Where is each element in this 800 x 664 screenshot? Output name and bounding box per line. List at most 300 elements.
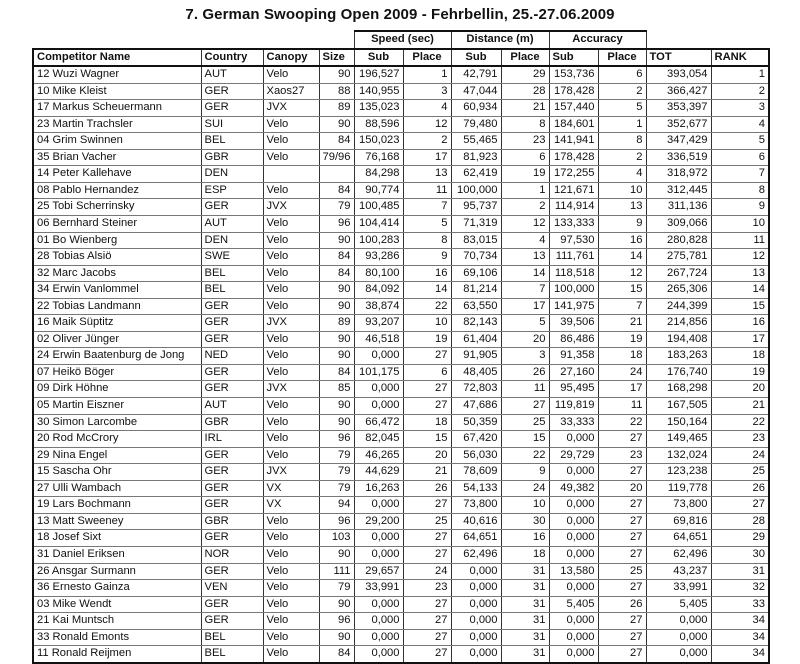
cell-accuracy-place: 15 [598,282,646,299]
cell-canopy: Velo [263,348,319,365]
table-row [33,149,769,166]
cell-distance-sub: 47,686 [451,398,501,415]
cell-size: 84 [319,249,354,266]
cell-accuracy-place: 4 [598,166,646,183]
table-row [33,464,769,481]
cell-competitor-name: 19 Lars Bochmann [33,497,201,514]
table-row [33,530,769,547]
table-row [33,232,769,249]
cell-accuracy-place: 26 [598,596,646,613]
cell-competitor-name: 11 Ronald Reijmen [33,646,201,663]
col-header-acc-place: Place [598,49,646,67]
table-row [33,133,769,150]
cell-distance-place: 31 [501,580,549,597]
table-row [33,315,769,332]
cell-size: 90 [319,596,354,613]
cell-canopy: JVX [263,464,319,481]
table-row [33,348,769,365]
cell-total: 0,000 [646,646,711,663]
cell-country: SWE [201,249,263,266]
cell-canopy: JVX [263,199,319,216]
cell-distance-place: 20 [501,331,549,348]
cell-country: BEL [201,265,263,282]
cell-accuracy-place: 13 [598,199,646,216]
cell-speed-place: 15 [403,431,451,448]
cell-canopy: Velo [263,414,319,431]
cell-total: 393,054 [646,66,711,83]
cell-rank: 10 [711,216,769,233]
cell-competitor-name: 07 Heikö Böger [33,364,201,381]
cell-rank: 33 [711,596,769,613]
col-header-acc-sub: Sub [549,49,598,67]
cell-speed-place: 9 [403,249,451,266]
cell-speed-place: 12 [403,116,451,133]
cell-accuracy-place: 27 [598,613,646,630]
cell-country: GBR [201,149,263,166]
cell-competitor-name: 24 Erwin Baatenburg de Jong [33,348,201,365]
group-header-spacer-right [646,31,769,49]
cell-country: GER [201,199,263,216]
cell-speed-place: 27 [403,546,451,563]
cell-size: 96 [319,216,354,233]
cell-country: AUT [201,216,263,233]
cell-speed-place: 1 [403,66,451,83]
cell-speed-place: 24 [403,563,451,580]
column-header-row [33,49,769,67]
cell-size: 79 [319,447,354,464]
cell-competitor-name: 08 Pablo Hernandez [33,182,201,199]
table-row [33,331,769,348]
cell-total: 265,306 [646,282,711,299]
cell-speed-place: 5 [403,216,451,233]
cell-size: 79/96 [319,149,354,166]
cell-size: 90 [319,331,354,348]
cell-accuracy-place: 27 [598,546,646,563]
cell-accuracy-sub: 27,160 [549,364,598,381]
cell-speed-place: 14 [403,282,451,299]
cell-accuracy-sub: 49,382 [549,480,598,497]
cell-distance-place: 26 [501,364,549,381]
group-header-row [33,31,769,49]
group-header-accuracy: Accuracy [549,31,646,49]
cell-total: 183,263 [646,348,711,365]
cell-speed-place: 16 [403,265,451,282]
cell-accuracy-place: 8 [598,133,646,150]
cell-distance-place: 15 [501,431,549,448]
cell-competitor-name: 31 Daniel Eriksen [33,546,201,563]
cell-distance-place: 14 [501,265,549,282]
cell-speed-place: 19 [403,331,451,348]
cell-total: 69,816 [646,513,711,530]
cell-canopy: Velo [263,216,319,233]
cell-accuracy-place: 2 [598,149,646,166]
cell-speed-place: 27 [403,530,451,547]
cell-distance-place: 24 [501,480,549,497]
cell-country: IRL [201,431,263,448]
cell-distance-place: 31 [501,629,549,646]
cell-accuracy-place: 17 [598,381,646,398]
cell-size: 90 [319,414,354,431]
cell-rank: 21 [711,398,769,415]
cell-total: 150,164 [646,414,711,431]
cell-rank: 14 [711,282,769,299]
cell-total: 353,397 [646,100,711,117]
cell-canopy: Velo [263,66,319,83]
cell-distance-sub: 55,465 [451,133,501,150]
cell-competitor-name: 17 Markus Scheuermann [33,100,201,117]
table-row [33,513,769,530]
cell-distance-sub: 81,214 [451,282,501,299]
cell-distance-sub: 81,923 [451,149,501,166]
col-header-tot: TOT [646,49,711,67]
col-header-country: Country [201,49,263,67]
document-title: 7. German Swooping Open 2009 - Fehrbellin, 25.-27.06.2009 [185,6,615,23]
cell-size: 84 [319,364,354,381]
cell-size: 96 [319,613,354,630]
cell-canopy: JVX [263,315,319,332]
cell-distance-place: 10 [501,497,549,514]
table-row [33,629,769,646]
cell-speed-sub: 100,283 [354,232,403,249]
cell-country: GER [201,596,263,613]
cell-accuracy-sub: 153,736 [549,66,598,83]
cell-canopy: Velo [263,364,319,381]
cell-competitor-name: 36 Ernesto Gainza [33,580,201,597]
cell-distance-sub: 47,044 [451,83,501,100]
cell-distance-sub: 48,405 [451,364,501,381]
cell-distance-place: 18 [501,546,549,563]
cell-speed-place: 10 [403,315,451,332]
table-row [33,596,769,613]
cell-total: 73,800 [646,497,711,514]
cell-distance-sub: 83,015 [451,232,501,249]
cell-competitor-name: 34 Erwin Vanlommel [33,282,201,299]
cell-total: 318,972 [646,166,711,183]
cell-rank: 4 [711,116,769,133]
cell-country: BEL [201,133,263,150]
cell-speed-place: 26 [403,480,451,497]
cell-size: 89 [319,315,354,332]
cell-distance-place: 2 [501,199,549,216]
cell-country: BEL [201,629,263,646]
cell-speed-sub: 100,485 [354,199,403,216]
cell-total: 43,237 [646,563,711,580]
cell-distance-place: 28 [501,83,549,100]
cell-accuracy-sub: 0,000 [549,513,598,530]
cell-speed-place: 17 [403,149,451,166]
table-row [33,216,769,233]
cell-accuracy-place: 27 [598,629,646,646]
cell-competitor-name: 01 Bo Wienberg [33,232,201,249]
cell-rank: 34 [711,629,769,646]
cell-accuracy-sub: 0,000 [549,497,598,514]
cell-distance-place: 3 [501,348,549,365]
cell-speed-sub: 46,518 [354,331,403,348]
cell-rank: 23 [711,431,769,448]
table-row [33,166,769,183]
cell-canopy: Velo [263,513,319,530]
cell-speed-sub: 76,168 [354,149,403,166]
cell-accuracy-sub: 178,428 [549,149,598,166]
cell-country: GER [201,563,263,580]
cell-competitor-name: 27 Ulli Wambach [33,480,201,497]
cell-accuracy-place: 6 [598,66,646,83]
table-row [33,364,769,381]
cell-distance-sub: 95,737 [451,199,501,216]
cell-distance-place: 7 [501,282,549,299]
results-table [32,30,770,664]
cell-competitor-name: 09 Dirk Höhne [33,381,201,398]
cell-canopy: Velo [263,149,319,166]
col-header-canopy: Canopy [263,49,319,67]
cell-total: 267,724 [646,265,711,282]
cell-accuracy-sub: 97,530 [549,232,598,249]
cell-speed-sub: 84,092 [354,282,403,299]
cell-size: 84 [319,133,354,150]
cell-country: BEL [201,282,263,299]
table-row [33,580,769,597]
cell-rank: 15 [711,298,769,315]
cell-canopy: Velo [263,596,319,613]
cell-accuracy-place: 25 [598,563,646,580]
cell-distance-place: 1 [501,182,549,199]
cell-distance-sub: 69,106 [451,265,501,282]
cell-accuracy-sub: 39,506 [549,315,598,332]
cell-distance-sub: 62,419 [451,166,501,183]
cell-speed-sub: 0,000 [354,629,403,646]
cell-distance-sub: 54,133 [451,480,501,497]
cell-competitor-name: 10 Mike Kleist [33,83,201,100]
cell-accuracy-place: 23 [598,447,646,464]
cell-size [319,166,354,183]
table-row [33,398,769,415]
cell-canopy: JVX [263,381,319,398]
cell-accuracy-place: 27 [598,513,646,530]
cell-total: 311,136 [646,199,711,216]
cell-speed-sub: 33,991 [354,580,403,597]
cell-canopy: Velo [263,298,319,315]
cell-competitor-name: 15 Sascha Ohr [33,464,201,481]
cell-distance-place: 22 [501,447,549,464]
cell-distance-place: 19 [501,166,549,183]
cell-country: GER [201,298,263,315]
group-header-distance: Distance (m) [451,31,549,49]
cell-distance-place: 9 [501,464,549,481]
cell-accuracy-place: 19 [598,331,646,348]
cell-competitor-name: 03 Mike Wendt [33,596,201,613]
cell-total: 176,740 [646,364,711,381]
cell-canopy: Velo [263,646,319,663]
cell-accuracy-place: 7 [598,298,646,315]
cell-accuracy-place: 27 [598,530,646,547]
cell-total: 0,000 [646,629,711,646]
cell-accuracy-sub: 33,333 [549,414,598,431]
cell-total: 275,781 [646,249,711,266]
cell-canopy: Velo [263,447,319,464]
cell-canopy: Velo [263,629,319,646]
cell-speed-place: 3 [403,83,451,100]
cell-size: 90 [319,398,354,415]
cell-competitor-name: 28 Tobias Alsiö [33,249,201,266]
cell-distance-sub: 64,651 [451,530,501,547]
cell-total: 5,405 [646,596,711,613]
cell-distance-sub: 56,030 [451,447,501,464]
cell-competitor-name: 16 Maik Süptitz [33,315,201,332]
cell-canopy: Velo [263,265,319,282]
cell-canopy: Velo [263,546,319,563]
cell-accuracy-sub: 121,671 [549,182,598,199]
cell-speed-sub: 0,000 [354,530,403,547]
cell-accuracy-place: 18 [598,348,646,365]
cell-country: GER [201,497,263,514]
cell-speed-sub: 66,472 [354,414,403,431]
cell-speed-sub: 90,774 [354,182,403,199]
cell-rank: 34 [711,613,769,630]
table-row [33,497,769,514]
cell-canopy: Velo [263,563,319,580]
cell-accuracy-sub: 141,975 [549,298,598,315]
cell-canopy: Velo [263,530,319,547]
table-row [33,546,769,563]
cell-size: 111 [319,563,354,580]
cell-competitor-name: 25 Tobi Scherrinsky [33,199,201,216]
cell-size: 96 [319,431,354,448]
cell-rank: 29 [711,530,769,547]
cell-canopy: VX [263,480,319,497]
cell-total: 33,991 [646,580,711,597]
cell-rank: 31 [711,563,769,580]
cell-rank: 11 [711,232,769,249]
cell-accuracy-place: 27 [598,431,646,448]
cell-accuracy-sub: 0,000 [549,464,598,481]
cell-distance-place: 27 [501,398,549,415]
cell-distance-place: 25 [501,414,549,431]
table-row [33,480,769,497]
cell-distance-place: 12 [501,216,549,233]
cell-accuracy-sub: 100,000 [549,282,598,299]
group-header-speed: Speed (sec) [354,31,451,49]
cell-accuracy-sub: 118,518 [549,265,598,282]
table-row [33,199,769,216]
cell-size: 94 [319,497,354,514]
cell-accuracy-sub: 13,580 [549,563,598,580]
cell-size: 90 [319,282,354,299]
cell-rank: 8 [711,182,769,199]
cell-speed-sub: 0,000 [354,546,403,563]
cell-distance-sub: 60,934 [451,100,501,117]
cell-country: NED [201,348,263,365]
cell-speed-sub: 46,265 [354,447,403,464]
cell-speed-place: 13 [403,166,451,183]
cell-total: 309,066 [646,216,711,233]
cell-size: 89 [319,100,354,117]
cell-accuracy-sub: 157,440 [549,100,598,117]
cell-canopy: Velo [263,232,319,249]
cell-speed-sub: 104,414 [354,216,403,233]
cell-total: 119,778 [646,480,711,497]
cell-speed-place: 21 [403,464,451,481]
table-row [33,83,769,100]
cell-distance-sub: 0,000 [451,596,501,613]
cell-country: VEN [201,580,263,597]
cell-speed-sub: 88,596 [354,116,403,133]
cell-rank: 3 [711,100,769,117]
cell-rank: 12 [711,249,769,266]
cell-canopy: Velo [263,249,319,266]
cell-distance-sub: 61,404 [451,331,501,348]
cell-country: DEN [201,166,263,183]
cell-rank: 30 [711,546,769,563]
cell-distance-sub: 42,791 [451,66,501,83]
cell-total: 280,828 [646,232,711,249]
table-row [33,646,769,663]
cell-speed-sub: 0,000 [354,398,403,415]
cell-canopy: Velo [263,331,319,348]
col-header-dist-sub: Sub [451,49,501,67]
cell-speed-place: 27 [403,596,451,613]
cell-accuracy-sub: 5,405 [549,596,598,613]
cell-distance-sub: 0,000 [451,613,501,630]
cell-accuracy-place: 16 [598,232,646,249]
cell-total: 64,651 [646,530,711,547]
cell-size: 90 [319,66,354,83]
cell-total: 0,000 [646,613,711,630]
cell-country: GER [201,613,263,630]
cell-total: 347,429 [646,133,711,150]
col-header-dist-place: Place [501,49,549,67]
table-row [33,249,769,266]
cell-competitor-name: 35 Brian Vacher [33,149,201,166]
cell-size: 84 [319,265,354,282]
cell-speed-sub: 38,874 [354,298,403,315]
cell-country: SUI [201,116,263,133]
group-header-spacer [33,31,354,49]
cell-rank: 26 [711,480,769,497]
cell-size: 79 [319,199,354,216]
col-header-rank: RANK [711,49,769,67]
table-row [33,613,769,630]
table-row [33,282,769,299]
cell-speed-place: 27 [403,348,451,365]
cell-accuracy-place: 10 [598,182,646,199]
cell-competitor-name: 18 Josef Sixt [33,530,201,547]
cell-country: GER [201,464,263,481]
cell-rank: 18 [711,348,769,365]
cell-speed-sub: 0,000 [354,646,403,663]
cell-rank: 2 [711,83,769,100]
cell-distance-place: 31 [501,646,549,663]
cell-speed-sub: 93,207 [354,315,403,332]
cell-accuracy-place: 20 [598,480,646,497]
table-row [33,182,769,199]
cell-canopy: JVX [263,100,319,117]
cell-speed-sub: 101,175 [354,364,403,381]
cell-accuracy-place: 11 [598,398,646,415]
table-row [33,563,769,580]
cell-canopy: Velo [263,282,319,299]
cell-canopy: Velo [263,398,319,415]
cell-distance-sub: 70,734 [451,249,501,266]
cell-distance-sub: 40,616 [451,513,501,530]
cell-speed-place: 8 [403,232,451,249]
cell-speed-sub: 150,023 [354,133,403,150]
cell-rank: 1 [711,66,769,83]
cell-canopy: VX [263,497,319,514]
cell-speed-place: 23 [403,580,451,597]
cell-total: 312,445 [646,182,711,199]
cell-size: 103 [319,530,354,547]
cell-speed-place: 25 [403,513,451,530]
